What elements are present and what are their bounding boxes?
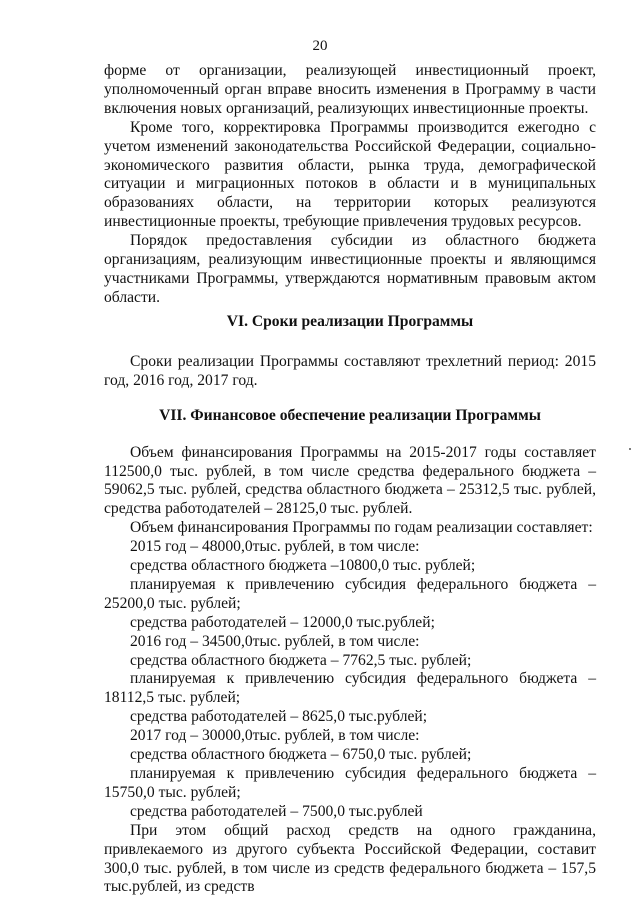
year-2015-employers: средства работодателей – 12000,0 тыс.рублей; [130, 613, 435, 631]
per-citizen-cost-paragraph: При этом общий расход средств на одного гражданина, привлекаемого из другого субъекта Российской Федерации, составит 300,0 тыс. рублей, в том числе из средств федерального бюджета – 157,5 тыс.рублей, из средств [104, 821, 596, 896]
paragraph-subsidy-procedure: Порядок предоставления субсидии из областного бюджета организациям, реализующим инвестиционные проекты и являющимся участниками Программы, утверждаются нормативным правовым актом области. [104, 232, 596, 306]
document-body [104, 62, 596, 897]
paragraph-program-adjustment: Кроме того, корректировка Программы производится ежегодно с учетом изменений законодательства Российской Федерации, социально-экономического развития области, рынка труда, демографической ситуации и миграционных потоков в области и в муниципальных образованиях области, на территории которых реализуются инвестиционные проекты, требующие привлечения трудовых ресурсов. [104, 118, 596, 231]
year-2016-regional: средства областного бюджета – 7762,5 тыс. рублей; [130, 651, 472, 669]
funding-total-paragraph: Объем финансирования Программы на 2015-2017 годы составляет 112500,0 тыс. рублей, в том числе средства федерального бюджета – 59062,5 тыс. рублей, средства областного бюджета – 25312,5 тыс. рублей, средства работодателей – 28125,0 тыс. рублей. [104, 443, 596, 518]
year-2016-employers: средства работодателей – 8625,0 тыс.рублей; [130, 708, 428, 726]
section-6-heading: VI. Сроки реализации Программы [226, 312, 474, 330]
section-7-heading: VII. Финансовое обеспечение реализации Программы [159, 406, 541, 424]
year-2017-total: 2017 год – 30000,0тыс. рублей, в том числе: [130, 727, 420, 745]
year-2016-federal: планируемая к привлечению субсидия федерального бюджета – 18112,5 тыс. рублей; [104, 670, 596, 707]
scan-speck [629, 448, 631, 450]
year-2015-total: 2015 год – 48000,0тыс. рублей, в том числе: [130, 538, 420, 556]
section-6-text: Сроки реализации Программы составляют трехлетний период: 2015 год, 2016 год, 2017 год. [104, 352, 596, 389]
funding-by-years-paragraph: Объем финансирования Программы по годам реализации составляет: [130, 519, 593, 537]
year-2017-federal: планируемая к привлечению субсидия федерального бюджета – 15750,0 тыс. рублей; [104, 765, 596, 801]
year-2017-employers: средства работодателей – 7500,0 тыс.рублей [130, 802, 423, 820]
paragraph-continuation: форме от организации, реализующей инвестиционный проект, уполномоченный орган вправе вносить изменения в Программу в части включения новых организаций, реализующих инвестиционные проекты. [104, 62, 596, 117]
year-2015-federal: планируемая к привлечению субсидия федерального бюджета – 25200,0 тыс. рублей; [104, 575, 596, 612]
year-2015-regional: средства областного бюджета –10800,0 тыс. рублей; [130, 557, 476, 575]
year-2017-regional: средства областного бюджета – 6750,0 тыс. рублей; [130, 746, 472, 764]
year-2016-total: 2016 год – 34500,0тыс. рублей, в том числе: [130, 632, 420, 650]
page-number: 20 [312, 38, 328, 54]
